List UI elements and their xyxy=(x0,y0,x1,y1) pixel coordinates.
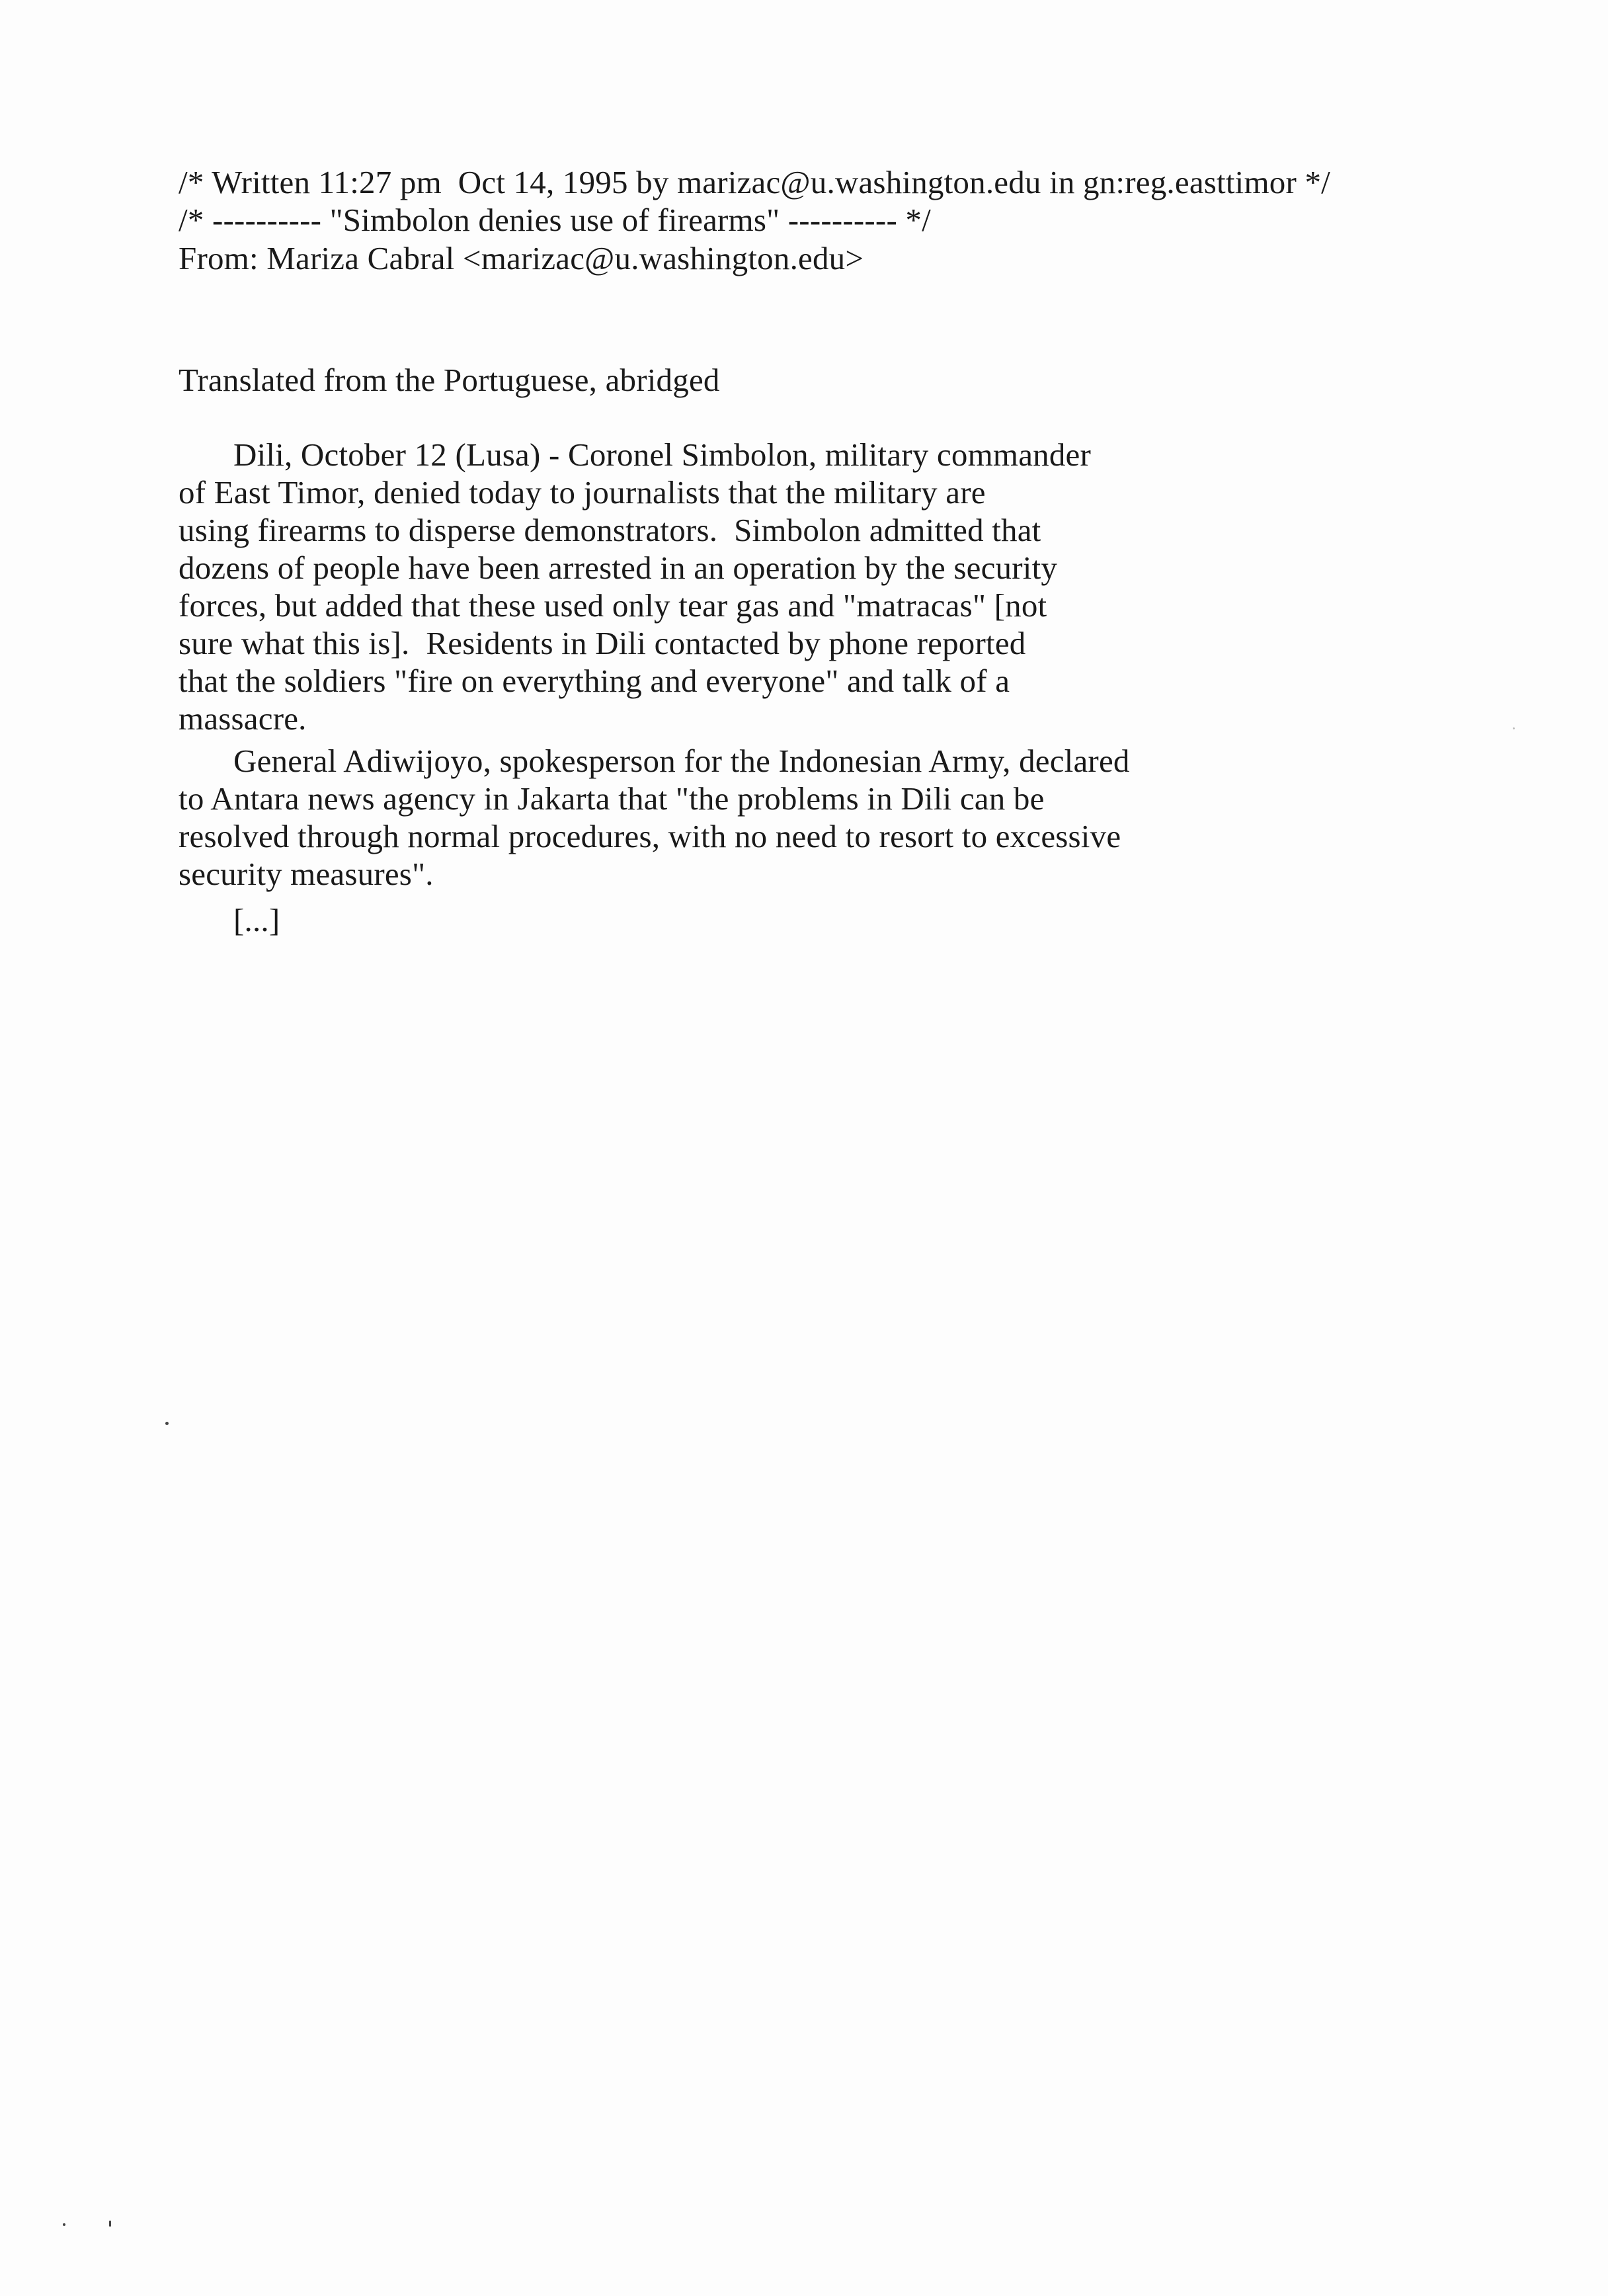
header-written-line: /* Written 11:27 pm Oct 14, 1995 by marizac@u.washington.edu in gn:reg.easttimor */ xyxy=(179,164,1330,200)
paragraph1-line: using firearms to disperse demonstrators. Simbolon admitted that xyxy=(179,512,1041,548)
paragraph1-line: massacre. xyxy=(179,700,307,737)
paragraph1-line: of East Timor, denied today to journalists that the military are xyxy=(179,474,986,511)
paragraph1-line: sure what this is]. Residents in Dili contacted by phone reported xyxy=(179,625,1026,661)
paragraph2-line: security measures". xyxy=(179,856,434,892)
ellipsis: [...] xyxy=(233,902,280,938)
paragraph2-line: General Adiwijoyo, spokesperson for the Indonesian Army, declared xyxy=(233,743,1130,779)
header-title-line: /* ---------- "Simbolon denies use of firearms" ---------- */ xyxy=(179,202,931,238)
scan-speck xyxy=(1513,727,1515,729)
paragraph1-line: that the soldiers "fire on everything and everyone" and talk of a xyxy=(179,663,1010,699)
scan-speck xyxy=(165,1422,169,1425)
header-from-line: From: Mariza Cabral <marizac@u.washington.edu> xyxy=(179,240,864,276)
paragraph1-line: forces, but added that these used only tear gas and "matracas" [not xyxy=(179,587,1047,624)
paragraph1-line: Dili, October 12 (Lusa) - Coronel Simbolon, military commander xyxy=(233,436,1092,473)
paragraph1-line: dozens of people have been arrested in an operation by the security xyxy=(179,550,1058,586)
paragraph2-line: to Antara news agency in Jakarta that "the problems in Dili can be xyxy=(179,780,1045,817)
translation-note: Translated from the Portuguese, abridged xyxy=(179,362,720,398)
paragraph2-line: resolved through normal procedures, with no need to resort to excessive xyxy=(179,818,1121,854)
scan-speck xyxy=(63,2223,65,2226)
scan-speck xyxy=(109,2221,111,2227)
